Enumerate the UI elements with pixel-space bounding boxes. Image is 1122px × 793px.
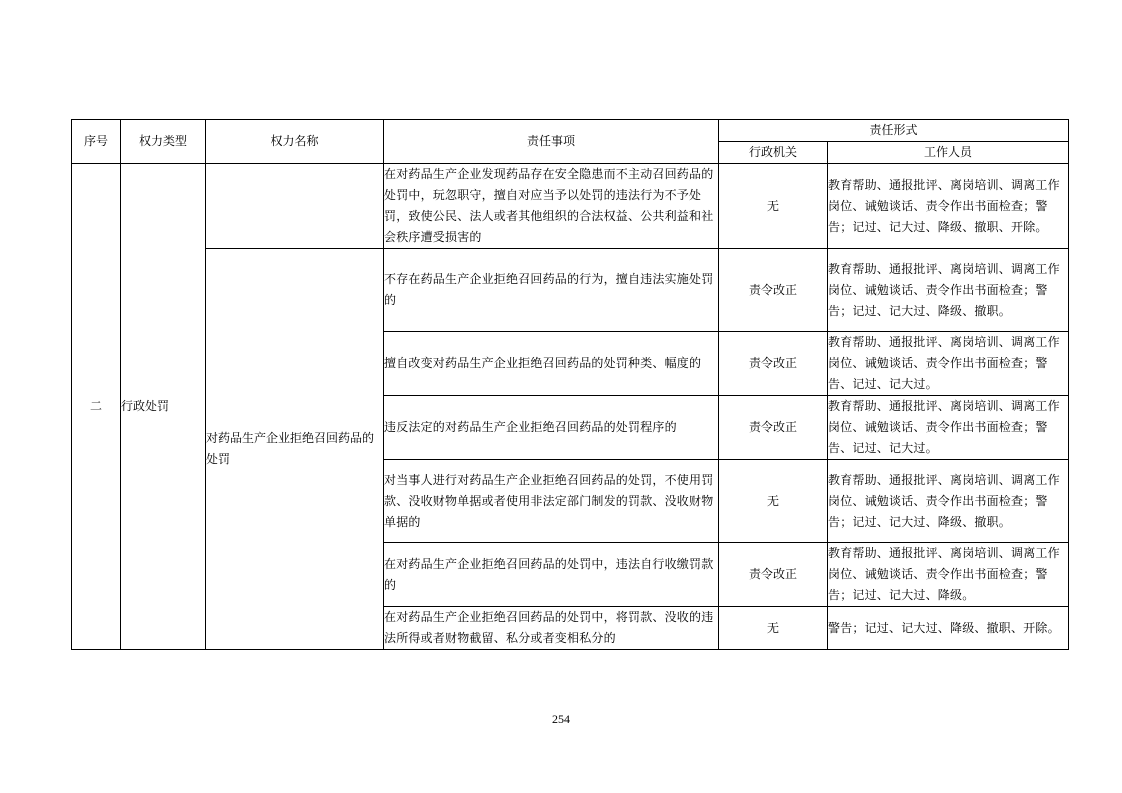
header-responsibility-form: 责任形式 [719, 120, 1069, 142]
responsibility-table [71, 119, 1069, 650]
org-cell: 责令改正 [719, 396, 828, 460]
duty-cell: 在对药品生产企业拒绝召回药品的处罚中，违法自行收缴罚款的 [384, 543, 719, 607]
org-cell: 无 [719, 164, 828, 249]
header-duty: 责任事项 [384, 120, 719, 164]
duty-cell: 对当事人进行对药品生产企业拒绝召回药品的处罚，不使用罚款、没收财物单据或者使用非法定部门制发的罚款、没收财物单据的 [384, 460, 719, 543]
duty-cell: 擅自改变对药品生产企业拒绝召回药品的处罚种类、幅度的 [384, 332, 719, 396]
staff-cell: 教育帮助、通报批评、离岗培训、调离工作岗位、诫勉谈话、责令作出书面检查；警告；记过、记大过、降级、撤职。 [828, 249, 1069, 332]
group-power-name-cell: 对药品生产企业拒绝召回药品的处罚 [206, 249, 384, 650]
table-row [72, 249, 1069, 332]
header-staff: 工作人员 [828, 142, 1069, 164]
org-cell: 责令改正 [719, 332, 828, 396]
staff-cell: 教育帮助、通报批评、离岗培训、调离工作岗位、诫勉谈话、责令作出书面检查；警告；记过、记大过、降级、撤职。 [828, 460, 1069, 543]
header-seq: 序号 [72, 120, 121, 164]
duty-cell: 违反法定的对药品生产企业拒绝召回药品的处罚程序的 [384, 396, 719, 460]
header-power-type: 权力类型 [121, 120, 206, 164]
org-cell: 无 [719, 460, 828, 543]
header-admin-org: 行政机关 [719, 142, 828, 164]
table-row [72, 164, 1069, 249]
org-cell: 责令改正 [719, 249, 828, 332]
staff-cell: 教育帮助、通报批评、离岗培训、调离工作岗位、诫勉谈话、责令作出书面检查；警告、记过、记大过。 [828, 396, 1069, 460]
staff-cell: 教育帮助、通报批评、离岗培训、调离工作岗位、诫勉谈话、责令作出书面检查；警告；记过、记大过、降级。 [828, 543, 1069, 607]
duty-cell: 不存在药品生产企业拒绝召回药品的行为，擅自违法实施处罚的 [384, 249, 719, 332]
org-cell: 无 [719, 607, 828, 650]
duty-cell: 在对药品生产企业发现药品存在安全隐患而不主动召回药品的处罚中，玩忽职守，擅自对应当予以处罚的违法行为不予处罚，致使公民、法人或者其他组织的合法权益、公共利益和社会秩序遭受损害的 [384, 164, 719, 249]
duty-cell: 在对药品生产企业拒绝召回药品的处罚中，将罚款、没收的违法所得或者财物截留、私分或者变相私分的 [384, 607, 719, 650]
power-name-empty-cell [206, 164, 384, 249]
page-number: 254 [552, 712, 570, 726]
group-power-type-cell: 行政处罚 [121, 164, 206, 650]
staff-cell: 教育帮助、通报批评、离岗培训、调离工作岗位、诫勉谈话、责令作出书面检查；警告、记过、记大过。 [828, 332, 1069, 396]
org-cell: 责令改正 [719, 543, 828, 607]
group-seq-cell: 二 [72, 164, 121, 650]
staff-cell: 警告；记过、记大过、降级、撤职、开除。 [828, 607, 1069, 650]
header-power-name: 权力名称 [206, 120, 384, 164]
staff-cell: 教育帮助、通报批评、离岗培训、调离工作岗位、诫勉谈话、责令作出书面检查；警告；记过、记大过、降级、撤职、开除。 [828, 164, 1069, 249]
